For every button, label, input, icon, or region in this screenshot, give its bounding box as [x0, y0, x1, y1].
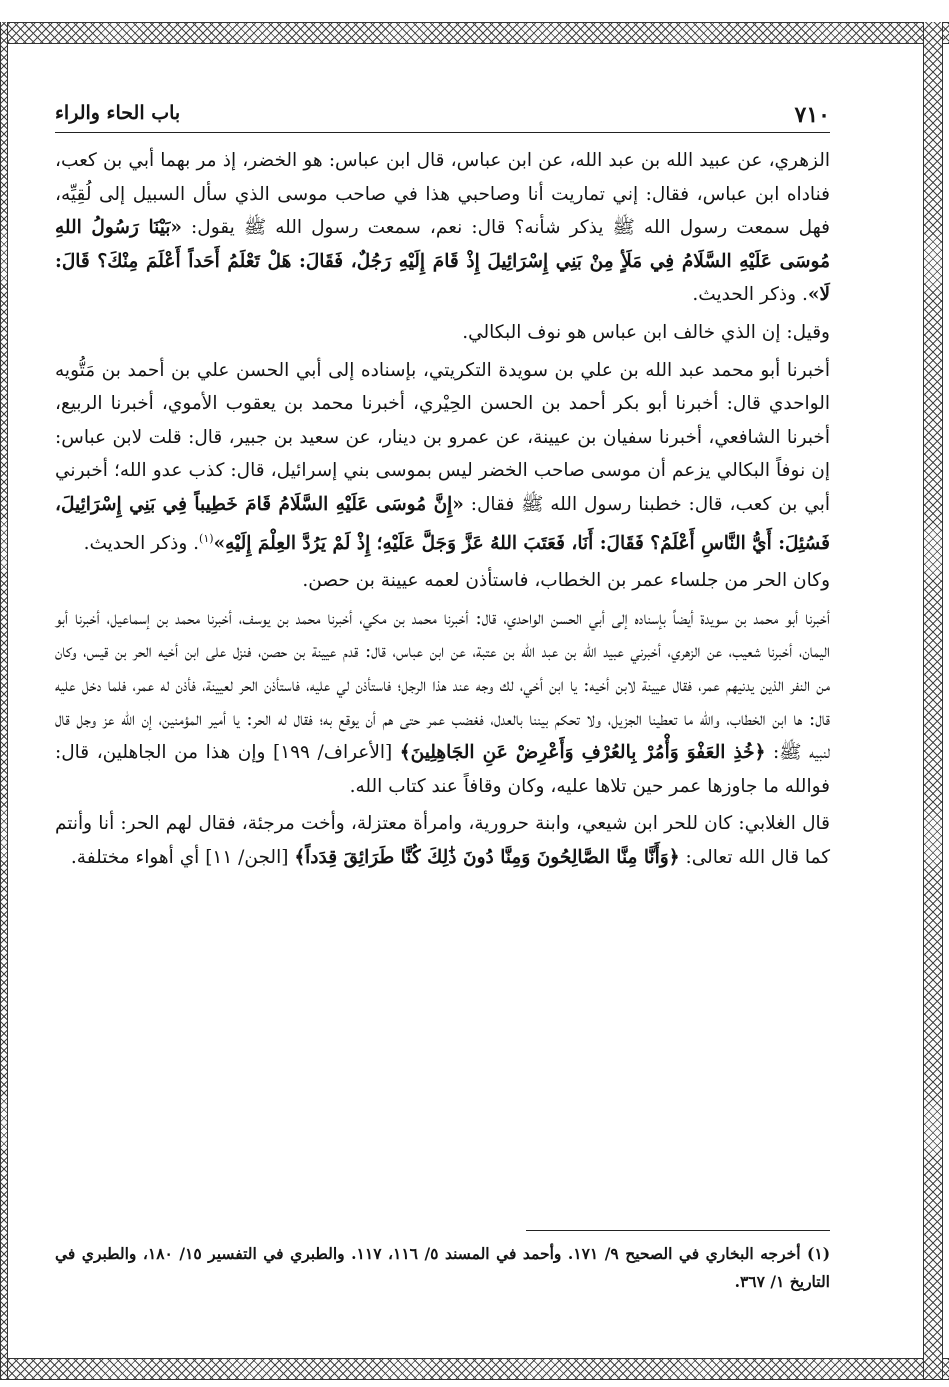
text-run: قال الغلابي: كان للحر ابن شيعي، وابنة حرورية، وامرأة معتزلة، وأخت مرجئة، فقال لهم الحر: أنا وأنتم كما قال الله تعالى: — [55, 813, 830, 869]
text-run: [الأعراف/ ١٩٩] وإن هذا من الجاهلين، قال: فوالله ما جاوزها عمر حين تلاها عليه، وكان وقافاً عند كتاب الله. — [55, 742, 830, 797]
paragraph — [55, 602, 830, 804]
border-ornament-bottom — [0, 1358, 949, 1380]
paragraph — [55, 144, 830, 312]
paragraph — [55, 807, 830, 874]
text-run: [الجن/ ١١] أي أهواء مختلفة. — [70, 847, 295, 869]
text-run: أخبرنا أبو محمد عبد الله بن علي بن سويدة التكريتي، بإسناده إلى أبي الحسن علي بن أحمد بن مَتُّويه الواحدي قال: أخبرنا أبو بكر أحمد بن الحسن الحِيْري، أخبرنا محمد بن يعقوب الأموي، أخبرنا الربيع، أخبرنا الشافعي، أخبرنا سفيان بن عيينة، عن عمرو بن دينار، عن سعيد بن جبير، قال: قلت لابن عباس: إن نوفاً البكالي يزعم أن موسى صاحب الخضر ليس بموسى بني إسرائيل، قال: كذب عدو الله؛ أخبرني أبي بن كعب، قال: خطبنا رسول الله ﷺ فقال: — [55, 359, 830, 515]
border-ornament-left — [0, 22, 8, 1379]
quote-text: «بَيْنَا رَسُولُ اللهِ مُوسَى عَلَيْهِ السَّلَامُ فِي مَلَأٍ مِنْ بَنِي إِسْرَائِيلَ إِذْ قَامَ إِلَيْهِ رَجُلٌ، فَقَالَ: هَلْ تَعْلَمُ أَحَداً أَعْلَمَ مِنْكَ؟ قَالَ: لَا» — [55, 217, 830, 306]
footnote-separator — [526, 1230, 830, 1231]
text-run: . وذكر الحديث. — [692, 284, 808, 306]
quote-text: ﴿خُذِ العَفْوَ وَأْمُرْ بِالعُرْفِ وَأَعْرِضْ عَنِ الجَاهِلِينَ﴾ — [399, 742, 766, 764]
quote-text: ﴿وَأَنَّا مِنَّا الصَّالِحُونَ وَمِنَّا دُونَ ذَٰلِكَ كُنَّا طَرَائِقَ قِدَداً﴾ — [294, 847, 680, 869]
main-text — [55, 144, 830, 875]
text-run: أخبرنا أبو محمد بن سويدة أيضاً بإسناده إلى أبي الحسن الواحدي، قال: أخبرنا محمد بن مكي، أخبرنا محمد بن يوسف، أخبرنا محمد بن إسماعيل، أخبرنا أبو اليمان، أخبرنا شعيب، عن الزهري، أخبرني عبيد الله بن عبد الله بن عتبة، عن ابن عباس، قال: قدم عيينة بن حصن، فنزل على ابن أخيه الحر بن قيس، وكان من النفر الذين يدنيهم عمر، فقال عيينة لابن أخيه: يا ابن أخي، لك وجه عند هذا الرجل؛ فاستأذن لي عليه، فاستأذن الحر لعيينة، فأذن له عمر، فلما دخل عليه قال: ها ابن الخطاب، والله ما تعطينا الجزيل، ولا تحكم بيننا بالعدل، فغضب عمر حتى هم أن يوقع به؛ فقال له الحر: يا أمير المؤمنين، إن الله عز وجل قال لنبيه ﷺ: — [55, 607, 830, 764]
text-run: الزهري، عن عبيد الله بن عبد الله، عن ابن عباس، قال ابن عباس: هو الخضر، إذ مر بهما أبي بن كعب، فناداه ابن عباس، فقال: إني تماريت أنا وصاحبي هذا في صاحب موسى الذي سأل السبيل إلى لُقِيِّه، فهل سمعت رسول الله ﷺ يذكر شأنه؟ قال: نعم، سمعت رسول الله ﷺ يقول: — [55, 150, 830, 239]
quote-text: «إِنَّ مُوسَى عَلَيْهِ السَّلَامُ قَامَ خَطِيباً فِي بَنِي إِسْرَائِيلَ، فَسُئِلَ: أَيُّ النَّاسِ أَعْلَمُ؟ فَقَالَ: أَنَا، فَعَتَبَ اللهُ عَزَّ وَجَلَّ عَلَيْهِ؛ إِذْ لَمْ يَرُدَّ العِلْمَ إِلَيْهِ» — [55, 493, 830, 554]
footnote-marker: (١) — [199, 531, 214, 545]
text-run: وكان الحر من جلساء عمر بن الخطاب، فاستأذن لعمه عيينة بن حصن. — [302, 570, 830, 592]
border-ornament-top — [0, 22, 949, 44]
footnotes — [55, 1240, 830, 1296]
paragraph — [55, 316, 830, 350]
page-header — [55, 98, 830, 133]
text-run: وقيل: إن الذي خالف ابن عباس هو نوف البكالي. — [462, 321, 830, 343]
text-run: . وذكر الحديث. — [83, 532, 200, 554]
border-ornament-right — [923, 22, 943, 1379]
paragraph — [55, 354, 830, 561]
footnote: (١) أخرجه البخاري في الصحيح ٩/ ١٧١. وأحمد في المسند ٥/ ١١٦، ١١٧. والطبري في التفسير ١٥/ ١٨٠، والطبري في التاريخ ١/ ٣٦٧. — [55, 1244, 831, 1291]
page-number: ٧١٠ — [794, 102, 830, 128]
paragraph — [55, 564, 830, 598]
chapter-title: باب الحاء والراء — [55, 102, 181, 124]
